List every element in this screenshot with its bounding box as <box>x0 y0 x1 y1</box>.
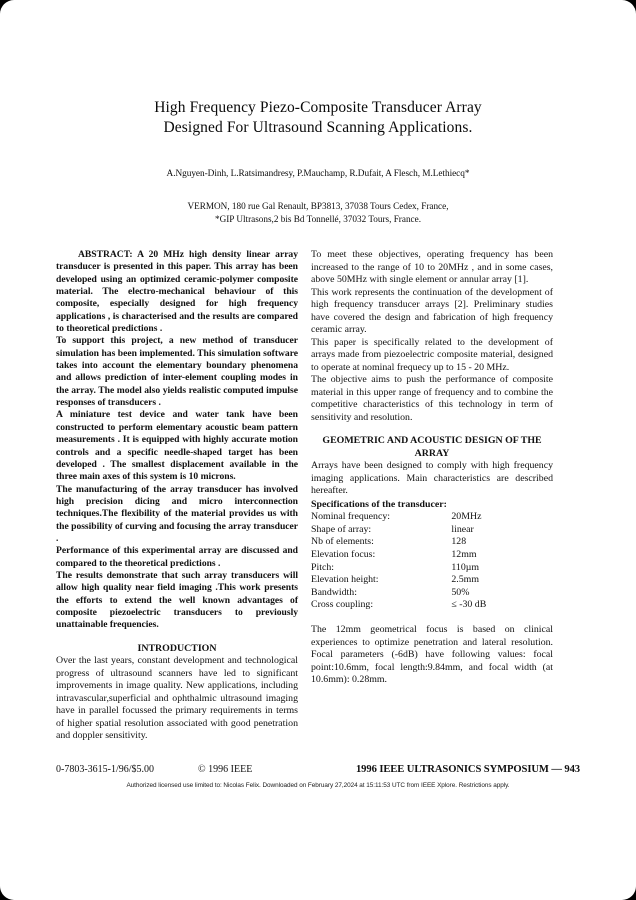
spec-value: 110µm <box>451 561 480 573</box>
footer-isbn: 0-7803-3615-1/96/$5.00 <box>56 764 155 775</box>
table-row <box>311 587 553 600</box>
spec-value: 128 <box>451 536 467 548</box>
specifications-title: Specifications of the transducer: <box>311 498 447 510</box>
affiliation-block <box>56 200 580 225</box>
spec-key: Bandwidth: <box>311 586 357 598</box>
two-column-body <box>56 249 580 743</box>
introduction-para-3: This work represents the continuation of the development of high frequency transducer arrays [2]. Preliminary studies have covered the design and fabrication of high frequency ceramic array. <box>311 286 553 335</box>
right-column <box>311 249 553 687</box>
design-heading-line-2: ARRAY <box>414 447 450 459</box>
abstract-para-4: The manufacturing of the array transducer has involved high precision dicing and micro interconnection techniques.The flexibility of the material provides us with the possibility of curving and focusing the array transducer . <box>56 483 298 544</box>
spacer <box>311 612 553 624</box>
design-heading <box>311 435 553 460</box>
spec-value: 20MHz <box>451 511 482 523</box>
abstract-label: ABSTRACT: <box>78 249 133 260</box>
page-footer <box>56 764 580 789</box>
spec-value: 12mm <box>451 549 477 561</box>
left-column <box>56 249 298 743</box>
abstract-para-2: To support this project, a new method of transducer simulation has been implemented. This simulation software takes into account the elementary boundary phenomena and allows prediction of inter-element coupling modes in the array. The model also yields realistic computed impulse responses of transducers . <box>56 335 298 409</box>
introduction-para-5: The objective aims to push the performance of composite material in this upper range of frequency and to combine the competitive characteristics of this technology in term of sensitivity and resolution. <box>311 374 553 423</box>
spec-key: Pitch: <box>311 561 334 573</box>
spec-key: Cross coupling: <box>311 599 374 611</box>
author-list: A.Nguyen-Dinh, L.Ratsimandresy, P.Mauchamp, R.Dufait, A Flesch, M.Lethiecq* <box>166 169 470 179</box>
spec-value: 2.5mm <box>451 574 479 586</box>
abstract-para-6: The results demonstrate that such array transducers will allow high quality near field imaging .This work presents the efforts to extend the well known advantages of composite piezoelectric transducers to previously unattainable frequencies. <box>56 569 298 631</box>
introduction-para-1: Over the last years, constant development and technological progress of ultrasound scanners have led to significant improvements in image quality. New applications, including intravascular,superficial and ophthalmic ultrasound imaging have in parallel focussed the primary requirements in terms of higher spatial resolution associated with good penetration and doppler sensitivity. <box>56 655 298 742</box>
design-heading-line-1: GEOMETRIC AND ACOUSTIC DESIGN OF THE <box>322 435 542 446</box>
paper-content <box>56 98 580 818</box>
footer-license-notice: Authorized licensed use limited to: Nicolas Felix. Downloaded on February 27,2024 at 15:11:53 UTC from IEEE Xplore. Restrictions apply. <box>126 782 510 789</box>
table-row <box>311 524 553 537</box>
spec-value: linear <box>451 523 474 535</box>
spec-key: Nominal frequency: <box>311 511 390 523</box>
specifications-table <box>311 511 553 612</box>
spec-key: Elevation height: <box>311 574 379 586</box>
introduction-right-body <box>311 249 553 424</box>
page-title <box>103 98 533 138</box>
spec-value: 50% <box>451 586 470 598</box>
design-intro-para: Arrays have been designed to comply with high frequency imaging applications. Main characteristics are described hereafter. <box>311 460 553 497</box>
introduction-para-2: To meet these objectives, operating frequency has been increased to the range of 10 to 20MHz , and in some cases, above 50MHz with single element or annular array [1]. <box>311 249 553 285</box>
table-row <box>311 599 553 612</box>
spec-key: Nb of elements: <box>311 536 374 548</box>
footer-conference: 1996 IEEE ULTRASONICS SYMPOSIUM — 943 <box>355 764 580 775</box>
table-row <box>311 549 553 562</box>
spec-key: Shape of array: <box>311 523 372 535</box>
affiliation-line-2: *GIP Ultrasons,2 bis Bd Tonnellé, 37032 Tours, France. <box>214 213 421 224</box>
footer-main-row <box>56 764 580 775</box>
table-row <box>311 562 553 575</box>
footer-copyright: © 1996 IEEE <box>198 764 253 775</box>
affiliation-line-1: VERMON, 180 rue Gal Renault, BP3813, 37038 Tours Cedex, France, <box>187 201 449 211</box>
introduction-left-body <box>56 655 298 743</box>
paper-masthead <box>56 98 580 225</box>
title-line-2: Designed For Ultrasound Scanning Applications. <box>163 119 473 136</box>
spec-value: ≤ -30 dB <box>451 599 487 611</box>
introduction-heading: INTRODUCTION <box>137 642 217 654</box>
design-closing-para: The 12mm geometrical focus is based on clinical experiences to optimize penetration and lateral resolution. Focal parameters (-6dB) have following values: focal point:10.6mm, focal length:9.84mm, and focal width (at 10.6mm): 0.28mm. <box>311 624 553 686</box>
table-row <box>311 536 553 549</box>
specifications-table-body <box>311 511 553 612</box>
abstract-paragraph <box>56 249 298 335</box>
table-row <box>311 511 553 524</box>
design-intro <box>311 460 553 498</box>
spec-key: Elevation focus: <box>311 549 376 561</box>
table-row <box>311 574 553 587</box>
design-closing <box>311 624 553 687</box>
abstract-section <box>56 249 298 632</box>
abstract-para-1: A 20 MHz high density linear array transducer is presented in this paper. This array has been developed using an optimized ceramic-polymer composite material. The electro-mechanical behaviour of this composite, especially designed for high frequency applications , is characterised and the results are compared to theoretical predictions . <box>56 249 298 335</box>
title-line-1: High Frequency Piezo-Composite Transducer Array <box>154 99 482 116</box>
introduction-para-4: This paper is specifically related to the development of arrays made from piezoelectric composite material, designed to operate at nominal frequecy up to 15 - 20 MHz. <box>311 336 553 373</box>
abstract-para-3: A miniature test device and water tank have been constructed to perform elementary acoustic beam pattern measurements . It is equipped with highly accurate motion controls and a specific needle-shaped target has been developed . The smallest displacement available in the three main axes of this system is 10 microns. <box>56 409 298 483</box>
abstract-para-5: Performance of this experimental array are discussed and compared to the theoretical predictions . <box>56 545 298 569</box>
